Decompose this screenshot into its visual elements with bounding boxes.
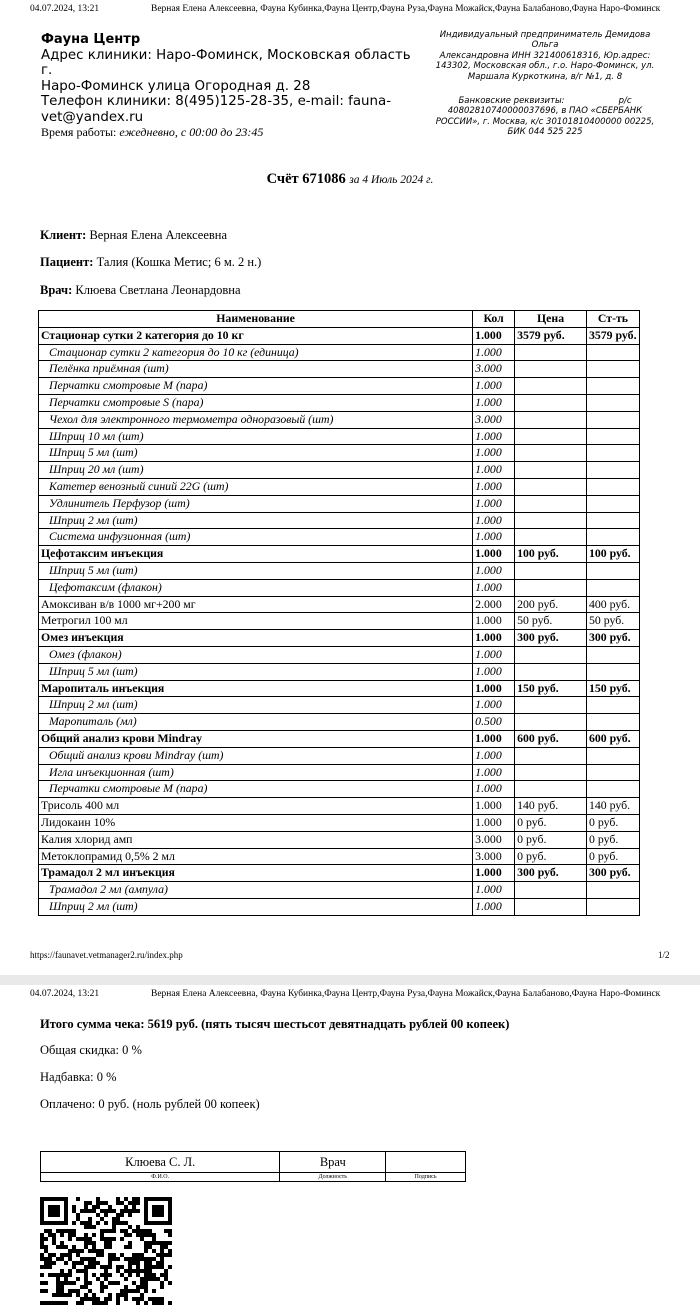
- table-row: [39, 613, 640, 630]
- clinic-phone-line1: Телефон клиники: 8(495)125-28-35, e-mail: fauna-: [41, 94, 392, 109]
- row-name: Трисоль 400 мл: [39, 798, 473, 815]
- table-row: [39, 378, 640, 395]
- table-header-row: [39, 311, 640, 328]
- clinic-address-line1: Адрес клиники: Наро-Фоминск, Московская область г.: [41, 47, 411, 78]
- row-total: [586, 697, 639, 714]
- clinic-info: [41, 32, 421, 141]
- row-name: Общий анализ крови Mindray: [39, 730, 473, 747]
- row-price: 140 руб.: [515, 798, 587, 815]
- row-price: 50 руб.: [515, 613, 587, 630]
- row-price: [515, 478, 587, 495]
- table-row: [39, 562, 640, 579]
- table-row: [39, 512, 640, 529]
- signature-table: [40, 1151, 466, 1182]
- row-total: 50 руб.: [586, 613, 639, 630]
- row-price: [515, 579, 587, 596]
- table-row: [39, 428, 640, 445]
- table-row: [39, 361, 640, 378]
- row-qty: 1.000: [473, 579, 515, 596]
- patient-value: Талия (Кошка Метис; 6 м. 2 н.): [96, 255, 262, 269]
- row-price: [515, 445, 587, 462]
- row-price: [515, 529, 587, 546]
- print-clinics: Верная Елена Алексеевна, Фауна Кубинка,Фауна Центр,Фауна Руза,Фауна Можайск,Фауна Балабаново,Фауна Наро-Фоминск: [151, 989, 661, 999]
- table-row: [39, 898, 640, 915]
- row-name: Амоксиван в/в 1000 мг+200 мг: [39, 596, 473, 613]
- row-qty: 1.000: [473, 478, 515, 495]
- row-total: [586, 764, 639, 781]
- table-row: [39, 697, 640, 714]
- row-qty: 1.000: [473, 529, 515, 546]
- row-price: [515, 882, 587, 899]
- row-total: 3579 руб.: [586, 327, 639, 344]
- row-name: Метрогил 100 мл: [39, 613, 473, 630]
- table-row: [39, 747, 640, 764]
- row-total: 100 руб.: [586, 546, 639, 563]
- hours-value: ежедневно, с 00:00 до 23:45: [119, 125, 264, 139]
- row-qty: 1.000: [473, 630, 515, 647]
- row-price: 200 руб.: [515, 596, 587, 613]
- row-total: [586, 462, 639, 479]
- row-name: Шприц 2 мл (шт): [39, 697, 473, 714]
- row-qty: 2.000: [473, 596, 515, 613]
- row-total: [586, 394, 639, 411]
- row-name: Шприц 20 мл (шт): [39, 462, 473, 479]
- row-total: 600 руб.: [586, 730, 639, 747]
- print-clinics: Верная Елена Алексеевна, Фауна Кубинка,Фауна Центр,Фауна Руза,Фауна Можайск,Фауна Балабаново,Фауна Наро-Фоминск: [151, 4, 661, 14]
- row-total: [586, 562, 639, 579]
- row-total: [586, 512, 639, 529]
- row-qty: 1.000: [473, 428, 515, 445]
- row-qty: 1.000: [473, 663, 515, 680]
- row-total: [586, 344, 639, 361]
- table-row: [39, 831, 640, 848]
- row-price: 600 руб.: [515, 730, 587, 747]
- row-price: 0 руб.: [515, 831, 587, 848]
- patient-line: [40, 255, 261, 270]
- column-header-qty: Кол: [473, 311, 515, 328]
- requisites-line2: Александровна ИНН 321400618316, Юр.адрес:: [439, 50, 651, 61]
- row-price: 300 руб.: [515, 630, 587, 647]
- row-name: Цефотаксим инъекция: [39, 546, 473, 563]
- doctor-value: Клюева Светлана Леонардовна: [75, 283, 241, 297]
- table-row: [39, 445, 640, 462]
- row-name: Система инфузионная (шт): [39, 529, 473, 546]
- invoice-title: [0, 171, 700, 188]
- row-name: Перчатки смотровые М (пара): [39, 781, 473, 798]
- table-row: [39, 546, 640, 563]
- row-total: [586, 428, 639, 445]
- row-total: 140 руб.: [586, 798, 639, 815]
- row-qty: 1.000: [473, 814, 515, 831]
- markup: Надбавка: 0 %: [40, 1070, 117, 1084]
- row-name: Маропиталь инъекция: [39, 680, 473, 697]
- row-total: [586, 781, 639, 798]
- row-name: Омез (флакон): [39, 646, 473, 663]
- table-row: [39, 798, 640, 815]
- doctor-label: Врач:: [40, 283, 73, 297]
- print-datetime: 04.07.2024, 13:21: [30, 989, 100, 999]
- signer-name: Клюева С. Л.: [41, 1152, 280, 1173]
- row-qty: 1.000: [473, 898, 515, 915]
- table-row: [39, 394, 640, 411]
- row-total: 0 руб.: [586, 831, 639, 848]
- table-row: [39, 814, 640, 831]
- row-qty: 0.500: [473, 714, 515, 731]
- row-name: Калия хлорид амп: [39, 831, 473, 848]
- client-value: Верная Елена Алексеевна: [89, 228, 228, 242]
- row-name: Перчатки смотровые М (пара): [39, 378, 473, 395]
- table-row: [39, 478, 640, 495]
- table-row: [39, 327, 640, 344]
- row-qty: 1.000: [473, 781, 515, 798]
- clinic-name: Фауна Центр: [41, 32, 141, 47]
- row-total: [586, 579, 639, 596]
- invoice-number: Счёт 671086: [266, 171, 346, 187]
- requisites-line4: Маршала Куркоткина, в/г №1, д. 8: [467, 71, 623, 82]
- table-row: [39, 344, 640, 361]
- row-qty: 1.000: [473, 613, 515, 630]
- qr-code: [40, 1197, 172, 1305]
- row-qty: 3.000: [473, 848, 515, 865]
- row-name: Катетер венозный синий 22G (шт): [39, 478, 473, 495]
- footer-url: https://faunavet.vetmanager2.ru/index.php: [30, 950, 183, 960]
- row-total: 0 руб.: [586, 814, 639, 831]
- row-total: [586, 663, 639, 680]
- row-total: 300 руб.: [586, 865, 639, 882]
- row-name: Шприц 5 мл (шт): [39, 562, 473, 579]
- client-label: Клиент:: [40, 228, 87, 242]
- row-total: 0 руб.: [586, 848, 639, 865]
- row-total: 150 руб.: [586, 680, 639, 697]
- row-qty: 3.000: [473, 411, 515, 428]
- row-qty: 1.000: [473, 747, 515, 764]
- paid-amount: Оплачено: 0 руб. (ноль рублей 00 копеек): [40, 1097, 260, 1111]
- row-price: [515, 646, 587, 663]
- signer-signature: [386, 1152, 466, 1173]
- row-price: [515, 764, 587, 781]
- table-row: [39, 495, 640, 512]
- row-total: [586, 882, 639, 899]
- patient-label: Пациент:: [40, 255, 94, 269]
- row-name: Общий анализ крови Mindray (шт): [39, 747, 473, 764]
- row-name: Пелёнка приёмная (шт): [39, 361, 473, 378]
- table-row: [39, 764, 640, 781]
- client-line: [40, 228, 227, 243]
- clinic-phone-line2: vet@yandex.ru: [41, 109, 144, 125]
- hours-label: Время работы:: [41, 125, 117, 139]
- row-total: [586, 495, 639, 512]
- row-qty: 1.000: [473, 378, 515, 395]
- signature-caption: Подпись: [386, 1173, 466, 1182]
- row-price: [515, 747, 587, 764]
- row-qty: 1.000: [473, 798, 515, 815]
- requisites-line7: РОССИИ», г. Москва, к/с 30101810400000 00225,: [435, 116, 655, 127]
- row-price: [515, 462, 587, 479]
- row-qty: 1.000: [473, 764, 515, 781]
- row-qty: 1.000: [473, 462, 515, 479]
- row-qty: 1.000: [473, 865, 515, 882]
- row-name: Стационар сутки 2 категория до 10 кг: [39, 327, 473, 344]
- table-row: [39, 411, 640, 428]
- row-total: [586, 529, 639, 546]
- table-row: [39, 730, 640, 747]
- row-name: Шприц 2 мл (шт): [39, 512, 473, 529]
- row-name: Игла инъекционная (шт): [39, 764, 473, 781]
- row-price: 0 руб.: [515, 814, 587, 831]
- row-price: [515, 495, 587, 512]
- table-row: [39, 781, 640, 798]
- table-row: [39, 630, 640, 647]
- row-price: 150 руб.: [515, 680, 587, 697]
- row-qty: 1.000: [473, 445, 515, 462]
- table-row: [39, 646, 640, 663]
- row-name: Удлинитель Перфузор (шт): [39, 495, 473, 512]
- table-row: [39, 529, 640, 546]
- row-name: Лидокаин 10%: [39, 814, 473, 831]
- row-name: Чехол для электронного термометра одноразовый (шт): [39, 411, 473, 428]
- row-qty: 1.000: [473, 512, 515, 529]
- row-price: 100 руб.: [515, 546, 587, 563]
- row-qty: 3.000: [473, 831, 515, 848]
- row-qty: 1.000: [473, 882, 515, 899]
- services-table: [38, 310, 640, 916]
- row-price: 0 руб.: [515, 848, 587, 865]
- row-total: 400 руб.: [586, 596, 639, 613]
- row-qty: 1.000: [473, 562, 515, 579]
- column-header-name: Наименование: [39, 311, 473, 328]
- qr-code-image: [40, 1197, 172, 1305]
- row-name: Маропиталь (мл): [39, 714, 473, 731]
- row-name: Метоклопрамид 0,5% 2 мл: [39, 848, 473, 865]
- invoice-date: за 4 Июль 2024 г.: [349, 174, 434, 186]
- doctor-line: [40, 283, 241, 298]
- receipt-total: Итого сумма чека: 5619 руб. (пять тысяч шестьсот девятнадцать рублей 00 копеек): [40, 1017, 510, 1031]
- row-price: [515, 428, 587, 445]
- row-price: [515, 344, 587, 361]
- row-qty: 1.000: [473, 344, 515, 361]
- row-total: [586, 898, 639, 915]
- total-discount: Общая скидка: 0 %: [40, 1043, 142, 1057]
- row-name: Перчатки смотровые S (пара): [39, 394, 473, 411]
- requisites-line6: 40802810740000037696, в ПАО «СБЕРБАНК: [447, 106, 643, 117]
- row-price: [515, 378, 587, 395]
- row-total: [586, 478, 639, 495]
- row-name: Шприц 2 мл (шт): [39, 898, 473, 915]
- signer-position: Врач: [280, 1152, 386, 1173]
- row-total: 300 руб.: [586, 630, 639, 647]
- row-price: [515, 562, 587, 579]
- row-price: [515, 361, 587, 378]
- row-price: [515, 411, 587, 428]
- row-name: Трамадол 2 мл (ампула): [39, 882, 473, 899]
- table-row: [39, 680, 640, 697]
- requisites-line1: Индивидуальный предприниматель Демидова Ольга: [439, 30, 651, 51]
- row-name: Шприц 5 мл (шт): [39, 663, 473, 680]
- row-qty: 1.000: [473, 327, 515, 344]
- invoice-page-2: [0, 985, 700, 1305]
- clinic-address-line2: Наро-Фоминск улица Огородная д. 28: [41, 78, 311, 94]
- column-header-price: Цена: [515, 311, 587, 328]
- row-total: [586, 646, 639, 663]
- table-row: [39, 714, 640, 731]
- row-name: Шприц 5 мл (шт): [39, 445, 473, 462]
- row-total: [586, 445, 639, 462]
- row-qty: 1.000: [473, 697, 515, 714]
- row-qty: 1.000: [473, 730, 515, 747]
- row-qty: 1.000: [473, 680, 515, 697]
- table-row: [39, 848, 640, 865]
- table-row: [39, 462, 640, 479]
- requisites-line3: 143302, Московская обл., г.о. Наро-Фоминск, ул.: [435, 61, 655, 72]
- row-name: Стационар сутки 2 категория до 10 кг (единица): [39, 344, 473, 361]
- row-price: [515, 512, 587, 529]
- row-price: 300 руб.: [515, 865, 587, 882]
- table-row: [39, 579, 640, 596]
- requisites-line8: БИК 044 525 225: [507, 127, 583, 138]
- row-price: [515, 663, 587, 680]
- row-price: [515, 394, 587, 411]
- table-row: [39, 596, 640, 613]
- row-total: [586, 378, 639, 395]
- row-price: [515, 781, 587, 798]
- row-qty: 1.000: [473, 546, 515, 563]
- clinic-hours: [41, 125, 421, 141]
- row-qty: 1.000: [473, 394, 515, 411]
- table-row: [39, 663, 640, 680]
- name-caption: Ф.И.О.: [41, 1173, 280, 1182]
- row-total: [586, 747, 639, 764]
- row-price: 3579 руб.: [515, 327, 587, 344]
- requisites-line5: Банковские реквизиты: р/с: [458, 96, 632, 107]
- row-total: [586, 361, 639, 378]
- row-total: [586, 411, 639, 428]
- column-header-total: Ст-ть: [586, 311, 639, 328]
- row-total: [586, 714, 639, 731]
- row-name: Шприц 10 мл (шт): [39, 428, 473, 445]
- row-name: Трамадол 2 мл инъекция: [39, 865, 473, 882]
- row-qty: 1.000: [473, 646, 515, 663]
- row-qty: 3.000: [473, 361, 515, 378]
- row-price: [515, 898, 587, 915]
- page-number: 1/2: [658, 950, 670, 960]
- row-name: Цефотаксим (флакон): [39, 579, 473, 596]
- position-caption: Должность: [280, 1173, 386, 1182]
- table-body: [39, 327, 640, 915]
- table-row: [39, 882, 640, 899]
- row-name: Омез инъекция: [39, 630, 473, 647]
- row-price: [515, 714, 587, 731]
- table-row: [39, 865, 640, 882]
- bank-requisites: [425, 30, 665, 138]
- print-datetime: 04.07.2024, 13:21: [30, 4, 100, 14]
- row-qty: 1.000: [473, 495, 515, 512]
- row-price: [515, 697, 587, 714]
